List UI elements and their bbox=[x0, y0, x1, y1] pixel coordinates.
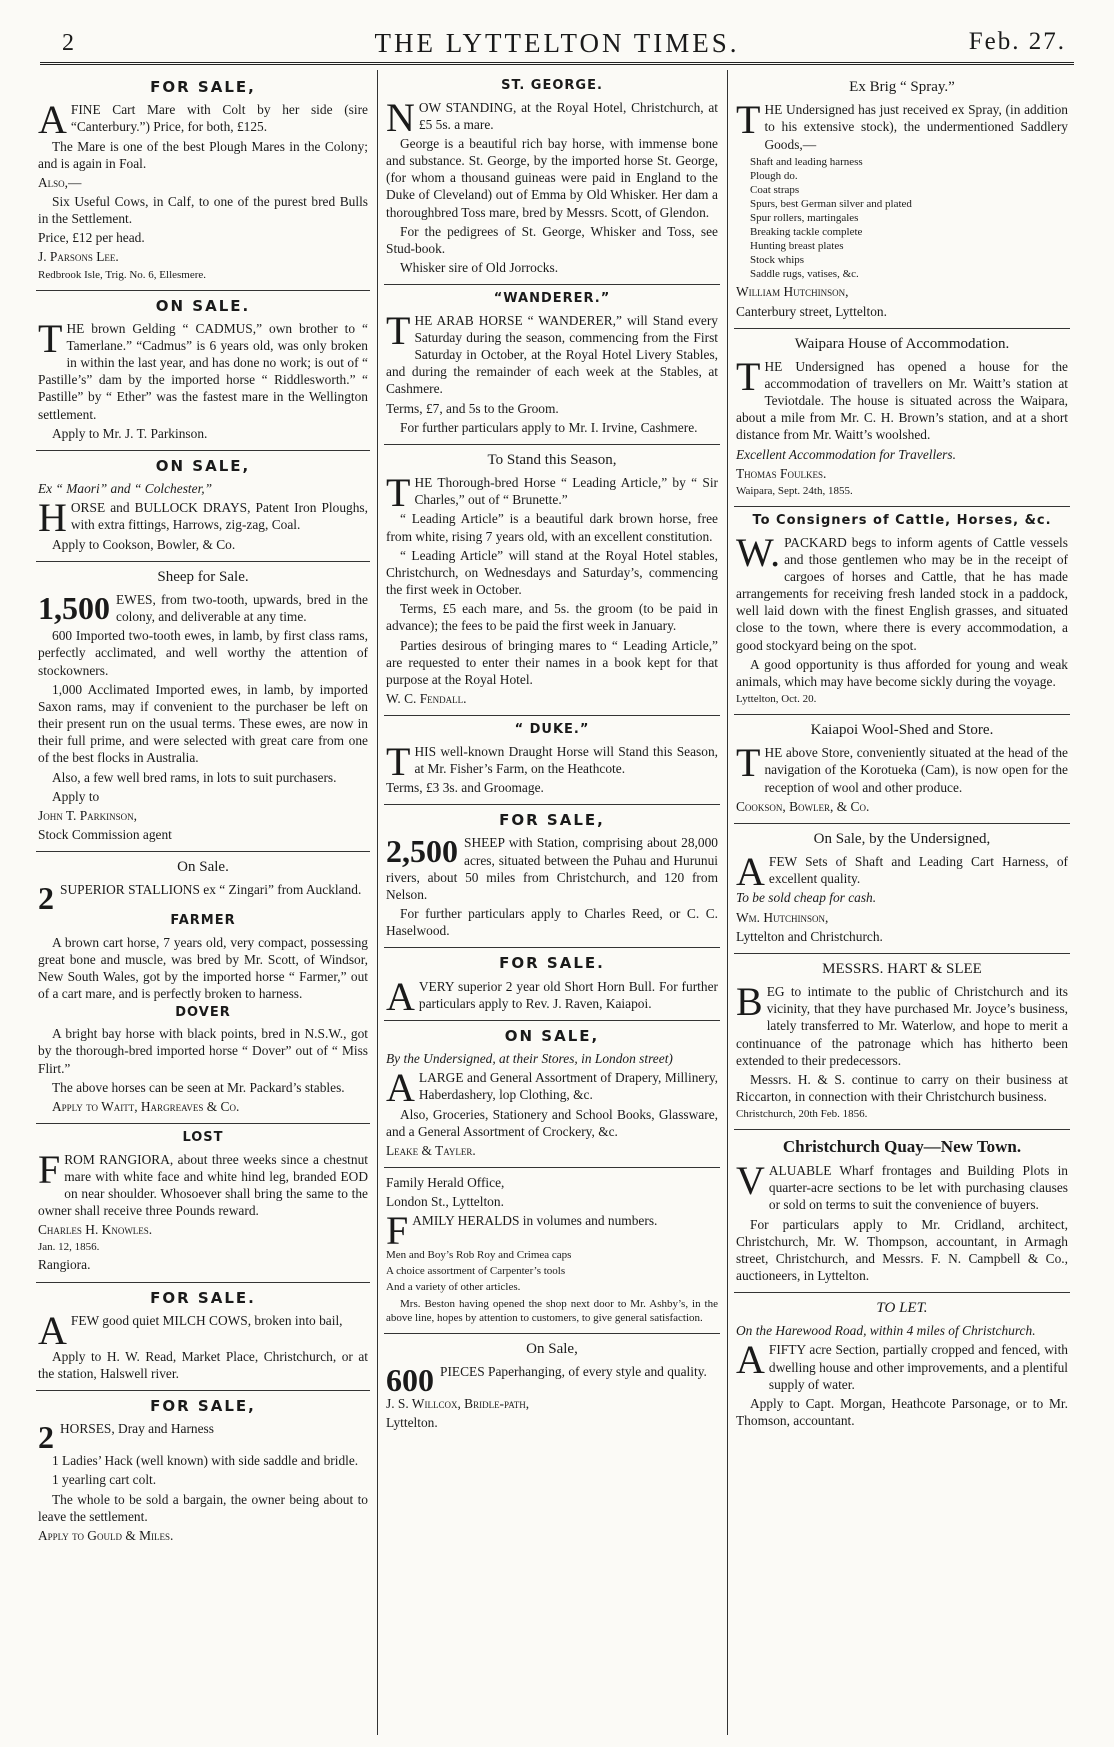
column-2 bbox=[384, 72, 720, 1732]
big-number: 1,500 bbox=[38, 589, 110, 626]
drop-cap: V bbox=[736, 1158, 765, 1204]
ad-text: The whole to be sold a bargain, the owner being about to leave the settlement. bbox=[38, 1491, 368, 1524]
ad-heading: On Sale, bbox=[526, 1340, 578, 1357]
ad-text: HE above Store, conveniently situated at the head of the navigation of the Korotueka (Cam), is now open for the reception of wool and other produce. bbox=[764, 745, 1068, 795]
ad-date: Christchurch, 20th Feb. 1856. bbox=[736, 1108, 868, 1121]
ad-text: Also, Groceries, Stationery and School Books, Glassware, and a General Assortment of Crockery, &c. bbox=[386, 1106, 718, 1139]
big-number: 2,500 bbox=[386, 833, 458, 870]
column-rule bbox=[377, 70, 378, 1735]
drop-cap: T bbox=[736, 740, 761, 786]
list-item: Spur rollers, martingales bbox=[750, 211, 859, 224]
ad-family-herald bbox=[384, 1168, 720, 1334]
ad-heading: “WANDERER.” bbox=[493, 291, 611, 307]
ad-signature: Lyttelton. bbox=[386, 1415, 438, 1431]
ad-text: HE brown Gelding “ CADMUS,” own brother to “ Tamerlane.” “Cadmus” is 6 years old, was only broken in within the last year, and has done no work; is out of “ Pastille’s” dam by the imported horse “ Riddlesworth.” “ Pastille” by “ Ether” was the fastest mare in the Wellington settlement. bbox=[38, 320, 368, 422]
ad-subheading: On the Harewood Road, within 4 miles of Christchurch. bbox=[736, 1323, 1036, 1339]
ad-text: And a variety of other articles. bbox=[386, 1281, 521, 1294]
ad-text: Apply to H. W. Read, Market Place, Christchurch, or at the station, Halswell river. bbox=[38, 1348, 368, 1381]
ad-text: Mrs. Beston having opened the shop next door to Mr. Ashby’s, in the above line, hopes by attention to customers, to give general satisfaction. bbox=[386, 1297, 718, 1324]
list-item: Stock whips bbox=[750, 254, 805, 267]
ad-text: Apply to Waitt, Hargreaves & Co. bbox=[52, 1098, 240, 1114]
drop-cap: A bbox=[386, 1065, 415, 1111]
list-item: Plough do. bbox=[750, 169, 798, 182]
newspaper-title: THE LYTTELTON TIMES. bbox=[374, 28, 740, 58]
ad-text: ALUABLE Wharf frontages and Building Plots in quarter-acre sections to be let with purchasing clauses or sold on terms to suit the convenience of buyers. bbox=[768, 1163, 1068, 1213]
ad-place: Rangiora. bbox=[38, 1257, 91, 1273]
list-item: Hunting breast plates bbox=[750, 240, 844, 253]
ad-waipara-house bbox=[734, 329, 1070, 507]
ad-leading-article bbox=[384, 445, 720, 716]
ad-text: HIS well-known Draught Horse will Stand this Season, at Mr. Fisher’s Farm, on the Heathcote. bbox=[414, 743, 718, 776]
ad-text: HORSES, Dray and Harness bbox=[60, 1421, 214, 1437]
ad-text: Whisker sire of Old Jorrocks. bbox=[400, 260, 559, 276]
ad-stallions bbox=[36, 852, 370, 1124]
column-3 bbox=[734, 72, 1070, 1732]
drop-cap: T bbox=[38, 315, 63, 361]
list-item: Coat straps bbox=[750, 183, 800, 196]
ad-text: For further particulars apply to Charles Reed, or C. C. Haselwood. bbox=[386, 906, 718, 939]
drop-cap: B bbox=[736, 979, 763, 1025]
ad-text: Family Herald Office, bbox=[386, 1174, 505, 1190]
ad-signature: Wm. Hutchinson, bbox=[736, 909, 829, 925]
ad-heading: ON SALE, bbox=[504, 1026, 600, 1045]
ad-duke bbox=[384, 716, 720, 805]
ad-horses-dray bbox=[36, 1391, 370, 1552]
ad-text: 600 Imported two-tooth ewes, in lamb, by first class rams, perfectly acclimated, and well worthy the attention of stockowners. bbox=[38, 628, 368, 678]
ad-text: George is a beautiful rich bay horse, with immense bone and substance. St. George, by the imported horse St. George, (for whom a thousand guineas were paid in England to the Duke of Cleveland) out of Emma by Old Whisker. Her dam a thoroughbred Toss mare, bred by Messrs. Scott, of Glendon. bbox=[386, 135, 718, 220]
drop-cap: H bbox=[38, 495, 67, 541]
ad-christchurch-quay bbox=[734, 1130, 1070, 1293]
ad-heading: TO LET. bbox=[876, 1300, 928, 1317]
ad-heading: To Consigners of Cattle, Horses, &c. bbox=[752, 513, 1052, 529]
ad-text: Excellent Accommodation for Travellers. bbox=[736, 446, 956, 462]
ad-text: A brown cart horse, 7 years old, very compact, possessing great bone and muscle, was bred by Mr. Scott, of Windsor, New South Wales, got by the imported horse “ Farmer,” out of a cart mare, and is perfectly broken to harness. bbox=[38, 934, 368, 1002]
ad-address: Redbrook Isle, Trig. No. 6, Ellesmere. bbox=[38, 268, 207, 281]
ad-heading: FOR SALE. bbox=[150, 1288, 256, 1307]
ad-heading: To Stand this Season, bbox=[487, 451, 617, 468]
ad-consigners bbox=[734, 507, 1070, 715]
ad-heading: FOR SALE. bbox=[499, 954, 605, 973]
ad-text: VERY superior 2 year old Short Horn Bull. For further particulars apply to Rev. J. Raven, Kaiapoi. bbox=[418, 978, 718, 1011]
ad-signature: Lyttelton and Christchurch. bbox=[736, 928, 883, 944]
ad-text: “ Leading Article” will stand at the Royal Hotel stables, Christchurch, on Wednesdays and Saturday’s, commencing the first week in October. bbox=[386, 547, 718, 598]
ad-heading: On Sale. bbox=[177, 859, 229, 876]
ad-text: 1,000 Acclimated Imported ewes, in lamb, by imported Saxon rams, may if convenient to the purchaser be left on their present run on the usual terms. These ewes, are now in their full prime, and were selected with great care from one of the best flocks in Australia. bbox=[38, 681, 368, 766]
ad-text: HE Thorough-bred Horse “ Leading Article,” by “ Sir Charles,” out of “ Brunette.” bbox=[414, 475, 718, 508]
ad-heading: ST. GEORGE. bbox=[501, 78, 603, 93]
drop-cap: T bbox=[386, 738, 411, 784]
ad-sheep-station bbox=[384, 805, 720, 948]
drop-cap: F bbox=[386, 1208, 409, 1254]
ad-text: Terms, £3 3s. and Groomage. bbox=[386, 780, 544, 796]
ad-subheading: FARMER bbox=[170, 913, 236, 929]
ad-text: Price, £12 per head. bbox=[38, 230, 145, 246]
masthead bbox=[40, 22, 1074, 65]
ad-text: FIFTY acre Section, partially cropped and fenced, with dwelling house and other improvements, and a plentiful supply of water. bbox=[768, 1342, 1068, 1392]
ad-heading: Christchurch Quay—New Town. bbox=[782, 1137, 1022, 1157]
ad-text: SUPERIOR STALLIONS ex “ Zingari” from Auckland. bbox=[60, 882, 362, 898]
ad-text: AMILY HERALDS in volumes and numbers. bbox=[412, 1213, 658, 1229]
drop-cap: A bbox=[38, 97, 67, 143]
ad-text: ORSE and BULLOCK DRAYS, Patent Iron Ploughs, with extra fittings, Harrows, zig-zag, Coal. bbox=[70, 500, 368, 533]
ad-text: PACKARD begs to inform agents of Cattle vessels and those gentlemen who may be in the receipt of cargoes of horses and Cattle, that he has made arrangements for receiving fresh landed stock in a paddock, well laid down with the finest English grasses, and situated close to the town, where there is every accommodation, a good stockyard being on the spot. bbox=[736, 534, 1068, 653]
drop-cap: T bbox=[736, 97, 761, 143]
ad-heading: FOR SALE, bbox=[150, 1397, 256, 1416]
ad-text: EG to intimate to the public of Christchurch and its vicinity, that they have purchased Mr. Joyce’s business, lately transferred to Mr. Waterlow, and hope to merit a continuance of the patronage which has hitherto been extended to their predecessors. bbox=[736, 984, 1068, 1068]
ad-heading: “ DUKE.” bbox=[514, 722, 590, 738]
ad-cart-mare bbox=[36, 72, 370, 291]
ad-heading: Sheep for Sale. bbox=[157, 568, 249, 585]
ad-text: For further particulars apply to Mr. I. Irvine, Cashmere. bbox=[400, 419, 698, 435]
ad-heading: On Sale, by the Undersigned, bbox=[813, 830, 991, 847]
ad-milch-cows bbox=[36, 1283, 370, 1392]
drop-cap: A bbox=[736, 1337, 765, 1383]
ad-text: LARGE and General Assortment of Drapery, Millinery, Haberdashery, lop Clothing, &c. bbox=[418, 1070, 718, 1103]
drop-cap: A bbox=[386, 973, 415, 1019]
ad-wanderer bbox=[384, 285, 720, 445]
ad-drays bbox=[36, 451, 370, 562]
ad-text: Apply to Cookson, Bowler, & Co. bbox=[52, 536, 236, 552]
ad-text: Apply to Mr. J. T. Parkinson. bbox=[52, 425, 208, 441]
drop-cap: W. bbox=[736, 529, 781, 575]
ad-sheep bbox=[36, 562, 370, 852]
drop-cap: T bbox=[386, 470, 411, 516]
ad-date: Jan. 12, 1856. bbox=[38, 1241, 100, 1254]
ad-signature: J. S. Willcox, Bridle-path, bbox=[386, 1395, 530, 1411]
ad-text: FEW good quiet MILCH COWS, broken into bail, bbox=[70, 1312, 343, 1328]
ad-spray-saddlery bbox=[734, 72, 1070, 329]
ad-text: A bright bay horse with black points, bred in N.S.W., got by the thorough-bred imported horse “ Dover” out of “ Miss Flirt.” bbox=[38, 1026, 368, 1076]
ad-text: For particulars apply to Mr. Cridland, architect, Christchurch, Mr. W. Thompson, accountant, in Armagh street, Christchurch, and Messrs. F. N. Campbell & Co., auctioneers, in Lyttelton. bbox=[736, 1216, 1068, 1283]
ad-text: HE ARAB HORSE “ WANDERER,” will Stand every Saturday during the season, commencing from the First Saturday in October, at the Royal Hotel Livery Stables, and during the remainder of each week at the Stables, at Cashmere. bbox=[386, 312, 718, 397]
ad-signature: Charles H. Knowles. bbox=[38, 1222, 153, 1238]
ad-text: HE Undersigned has opened a house for the accommodation of travellers on Mr. Waitt’s station at Teviotdale. The house is situated across the Waipara, about a mile from Mr. C. H. Brown’s station, and at a short distance from Mr. Waitt’s woolshed. bbox=[736, 358, 1068, 443]
ad-text: Six Useful Cows, in Calf, to one of the purest bred Bulls in the Settlement. bbox=[38, 193, 368, 227]
ad-text: The above horses can be seen at Mr. Packard’s stables. bbox=[52, 1079, 345, 1095]
ad-st-george bbox=[384, 72, 720, 285]
ad-cart-harness bbox=[734, 824, 1070, 954]
page-number: 2 bbox=[62, 30, 74, 56]
ad-text: Apply to Gould & Miles. bbox=[38, 1527, 174, 1543]
ad-text: 1 yearling cart colt. bbox=[52, 1472, 157, 1488]
ad-text: EWES, from two-tooth, upwards, bred in the colony, and deliverable at any time. bbox=[116, 591, 368, 625]
ad-kaiapoi-woolshed bbox=[734, 715, 1070, 824]
drop-cap: F bbox=[38, 1146, 61, 1192]
ad-text: SHEEP with Station, comprising about 28,000 acres, situated between the Puhau and Hurunui rivers, about 50 miles from Christchurch, and 120 from Nelson. bbox=[386, 835, 718, 902]
ad-short-horn-bull bbox=[384, 948, 720, 1021]
ad-text: A choice assortment of Carpenter’s tools bbox=[386, 1265, 566, 1278]
ad-signature: William Hutchinson, bbox=[736, 284, 849, 300]
ad-text: For the pedigrees of St. George, Whisker and Toss, see Stud-book. bbox=[386, 223, 718, 256]
ad-signature: Cookson, Bowler, & Co. bbox=[736, 798, 870, 814]
goods-list bbox=[736, 155, 1068, 282]
ad-drapery bbox=[384, 1021, 720, 1168]
issue-date: Feb. 27. bbox=[968, 28, 1066, 55]
ad-heading: ON SALE. bbox=[155, 296, 251, 315]
ad-cadmus bbox=[36, 291, 370, 451]
ad-subheading: By the Undersigned, at their Stores, in London street) bbox=[386, 1051, 673, 1067]
ad-heading: Waipara House of Accommodation. bbox=[794, 335, 1010, 352]
ad-text: HE Undersigned has just received ex Spray, (in addition to his extensive stock), the undermentioned Saddlery Goods,— bbox=[764, 102, 1068, 152]
ad-date: Lyttelton, Oct. 20. bbox=[736, 693, 817, 706]
ad-paperhanging bbox=[384, 1334, 720, 1440]
ad-heading: FOR SALE, bbox=[150, 78, 256, 96]
ad-hart-slee bbox=[734, 954, 1070, 1130]
ad-subheading: Ex “ Maori” and “ Colchester,” bbox=[38, 481, 213, 497]
ad-signature: Leake & Tayler. bbox=[386, 1142, 476, 1158]
drop-cap: A bbox=[38, 1307, 67, 1353]
drop-cap: A bbox=[736, 849, 765, 895]
ad-signature: Stock Commission agent bbox=[38, 826, 172, 842]
ad-heading: ON SALE, bbox=[155, 456, 251, 475]
ad-text: Terms, £7, and 5s to the Groom. bbox=[386, 400, 559, 416]
ad-signature: J. Parsons Lee. bbox=[38, 249, 119, 265]
ad-text: PIECES Paperhanging, of every style and quality. bbox=[440, 1363, 707, 1379]
ad-text: Also, a few well bred rams, in lots to suit purchasers. bbox=[52, 769, 337, 785]
ad-text: To be sold cheap for cash. bbox=[736, 890, 877, 906]
list-item: Spurs, best German silver and plated bbox=[750, 197, 912, 210]
ad-lost bbox=[36, 1124, 370, 1283]
ad-subheading: DOVER bbox=[175, 1004, 231, 1020]
list-item: Breaking tackle complete bbox=[750, 226, 863, 239]
ad-signature: Canterbury street, Lyttelton. bbox=[736, 303, 887, 319]
big-number: 2 bbox=[38, 1419, 54, 1456]
ad-heading: MESSRS. HART & SLEE bbox=[822, 960, 982, 977]
ad-text: FINE Cart Mare with Colt by her side (sire “Canterbury.”) Price, for both, £125. bbox=[70, 102, 368, 135]
drop-cap: T bbox=[386, 307, 411, 353]
ad-text: Apply to Capt. Morgan, Heathcote Parsonage, or to Mr. Thomson, accountant. bbox=[736, 1395, 1068, 1429]
ad-text: Also,— bbox=[38, 174, 82, 190]
ad-heading: LOST bbox=[182, 1129, 224, 1145]
list-item: Saddle rugs, vatises, &c. bbox=[750, 268, 859, 281]
drop-cap: N bbox=[386, 94, 415, 140]
list-item: Shaft and leading harness bbox=[750, 155, 863, 168]
column-1 bbox=[36, 72, 370, 1732]
big-number: 2 bbox=[38, 880, 54, 917]
column-rule bbox=[727, 70, 728, 1735]
ad-heading: FOR SALE, bbox=[499, 811, 605, 830]
ad-text: OW STANDING, at the Royal Hotel, Christchurch, at £5 5s. a mare. bbox=[418, 99, 718, 132]
ad-text: FEW Sets of Shaft and Leading Cart Harness, of excellent quality. bbox=[768, 854, 1068, 887]
ad-text: Terms, £5 each mare, and 5s. the groom (to be paid in advance); the fees to be paid the first week in January. bbox=[386, 601, 718, 634]
ad-heading: Ex Brig “ Spray.” bbox=[849, 79, 955, 95]
ad-text: 1 Ladies’ Hack (well known) with side saddle and bridle. bbox=[52, 1453, 359, 1469]
ad-heading: Kaiapoi Wool-Shed and Store. bbox=[810, 722, 994, 739]
ad-date: Waipara, Sept. 24th, 1855. bbox=[736, 484, 853, 497]
ad-text: Apply to bbox=[52, 788, 100, 804]
ad-text: A good opportunity is thus afforded for young and weak animals, which may have become sickly during the voyage. bbox=[736, 656, 1068, 689]
big-number: 600 bbox=[386, 1361, 434, 1398]
ad-text: London St., Lyttelton. bbox=[386, 1194, 504, 1210]
ad-text: The Mare is one of the best Plough Mares in the Colony; and is again in Foal. bbox=[38, 138, 368, 171]
ad-to-let bbox=[734, 1293, 1070, 1437]
ad-signature: John T. Parkinson, bbox=[38, 807, 137, 823]
ad-text: ROM RANGIORA, about three weeks since a chestnut mare with white face and white hind leg, branded EOD on near shoulder. Whosoever shall bring the same to the owner shall receive three Pounds reward. bbox=[38, 1151, 368, 1219]
ad-text: Messrs. H. & S. continue to carry on their business at Riccarton, in connection with their Christchurch business. bbox=[736, 1071, 1068, 1105]
ad-text: Parties desirous of bringing mares to “ Leading Article,” are requested to enter their names in a book kept for that purpose at the Royal Hotel. bbox=[386, 637, 718, 687]
ad-signature: W. C. Fendall. bbox=[386, 690, 467, 706]
ad-text: “ Leading Article” is a beautiful dark brown horse, free from white, rising 7 years old, with an excellent constitution. bbox=[386, 511, 718, 544]
ad-text: Men and Boy’s Rob Roy and Crimea caps bbox=[386, 1249, 572, 1262]
drop-cap: T bbox=[736, 353, 761, 399]
ad-signature: Thomas Foulkes. bbox=[736, 465, 827, 481]
